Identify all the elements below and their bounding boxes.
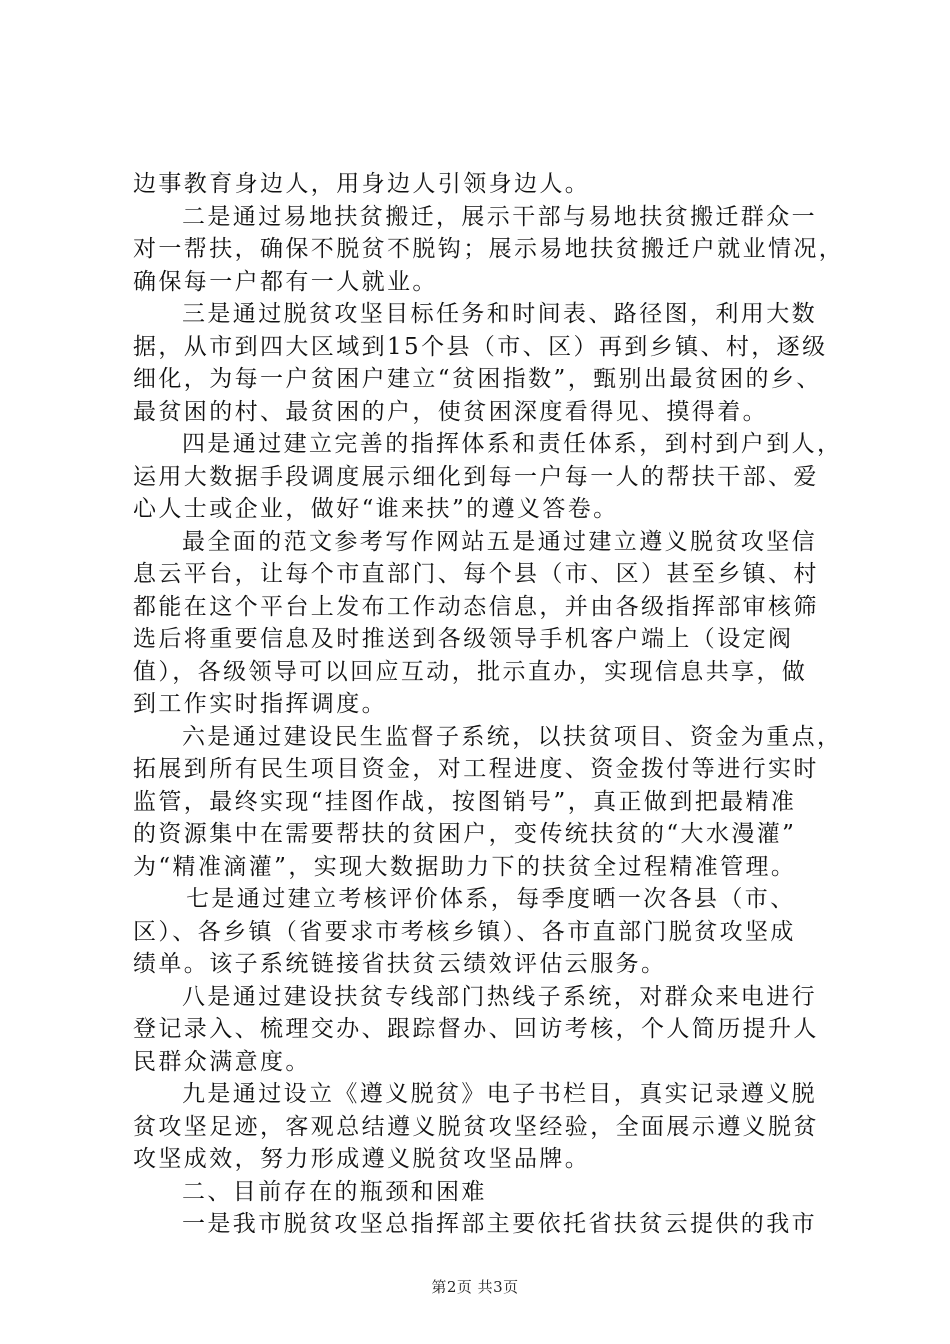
text-line: 息云平台，让每个市直部门、每个县（市、区）甚至乡镇、村 bbox=[133, 561, 819, 587]
text-line: 民群众满意度。 bbox=[133, 1048, 311, 1075]
text-line: 边事教育身边人，用身边人引领身边人。 bbox=[133, 171, 591, 197]
text-line: 心人士或企业，做好“谁来扶”的遵义答卷。 bbox=[133, 496, 619, 522]
document-body bbox=[133, 168, 845, 1241]
text-line: 对一帮扶，确保不脱贫不脱钩；展示易地扶贫搬迁户就业情况， bbox=[133, 236, 845, 262]
text-line: 确保每一户都有一人就业。 bbox=[133, 268, 438, 295]
text-line: 选后将重要信息及时推送到各级领导手机客户端上（设定阀 bbox=[133, 626, 794, 652]
text-line: 三是通过脱贫攻坚目标任务和时间表、路径图，利用大数 bbox=[182, 301, 817, 327]
text-line: 区）、各乡镇（省要求市考核乡镇）、各市直部门脱贫攻坚成 bbox=[133, 918, 796, 945]
text-line: 贫攻坚足迹，客观总结遵义脱贫攻坚经验，全面展示遵义脱贫 bbox=[133, 1113, 819, 1140]
text-line: 的资源集中在需要帮扶的贫困户，变传统扶贫的“大水漫灌” bbox=[133, 821, 797, 847]
page-footer: 第2页 共3页 bbox=[431, 1278, 519, 1296]
text-line: 最全面的范文参考写作网站五是通过建立遵义脱贫攻坚信 bbox=[182, 528, 817, 555]
text-line: 据，从市到四大区域到15个县（市、区）再到乡镇、村，逐级 bbox=[133, 333, 828, 360]
text-line: 到工作实时指挥调度。 bbox=[133, 691, 387, 717]
text-line: 监管，最终实现“挂图作战，按图销号”，真正做到把最精准 bbox=[133, 788, 797, 815]
text-line: 二、目前存在的瓶颈和困难 bbox=[182, 1178, 487, 1205]
text-line: 四是通过建立完善的指挥体系和责任体系，到村到户到人， bbox=[182, 431, 843, 457]
text-line: 拓展到所有民生项目资金，对工程进度、资金拨付等进行实时 bbox=[133, 756, 819, 782]
text-line: 运用大数据手段调度展示细化到每一户每一人的帮扶干部、爱 bbox=[133, 463, 819, 490]
text-line: 最贫困的村、最贫困的户，使贫困深度看得见、摸得着。 bbox=[133, 398, 768, 425]
text-line: 八是通过建设扶贫专线部门热线子系统，对群众来电进行 bbox=[182, 983, 817, 1010]
text-line: 六是通过建设民生监督子系统，以扶贫项目、资金为重点， bbox=[182, 723, 843, 750]
text-line: 攻坚成效，努力形成遵义脱贫攻坚品牌。 bbox=[133, 1146, 591, 1172]
text-line: 为“精准滴灌”，实现大数据助力下的扶贫全过程精准管理。 bbox=[133, 853, 797, 880]
text-line: 七是通过建立考核评价体系，每季度晒一次各县（市、 bbox=[186, 886, 796, 912]
text-line: 登记录入、梳理交办、跟踪督办、回访考核，个人简历提升人 bbox=[133, 1016, 819, 1042]
text-line: 绩单。该子系统链接省扶贫云绩效评估云服务。 bbox=[133, 951, 667, 977]
text-line: 细化，为每一户贫困户建立“贫困指数”，甄别出最贫困的乡、 bbox=[133, 366, 822, 392]
text-line: 一是我市脱贫攻坚总指挥部主要依托省扶贫云提供的我市 bbox=[182, 1211, 817, 1237]
text-line: 九是通过设立《遵义脱贫》电子书栏目，真实记录遵义脱 bbox=[182, 1081, 817, 1107]
text-line: 值），各级领导可以回应互动，批示直办，实现信息共享，做 bbox=[133, 658, 808, 685]
text-line: 都能在这个平台上发布工作动态信息，并由各级指挥部审核筛 bbox=[133, 593, 819, 620]
text-line: 二是通过易地扶贫搬迁，展示干部与易地扶贫搬迁群众一 bbox=[182, 203, 817, 230]
